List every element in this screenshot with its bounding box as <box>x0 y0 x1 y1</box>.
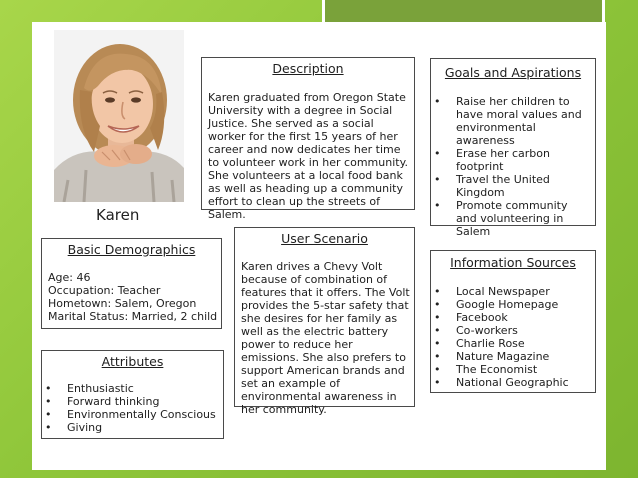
goals-list <box>431 95 595 238</box>
attributes-list <box>42 382 223 434</box>
persona-name: Karen <box>96 206 140 224</box>
goals-title: Goals and Aspirations <box>444 65 582 80</box>
source-item: • Co-workers <box>431 324 595 337</box>
demographics-box <box>41 238 222 329</box>
scenario-box <box>234 227 415 416</box>
source-item: • Google Homepage <box>431 298 595 311</box>
demographic-occupation: Occupation: Teacher <box>48 284 161 297</box>
goals-box <box>430 58 596 238</box>
demographic-hometown: Hometown: Salem, Oregon <box>48 297 197 310</box>
description-box <box>201 57 415 221</box>
sources-list <box>431 285 595 389</box>
demographic-age: Age: 46 <box>48 271 91 284</box>
sources-title: Information Sources <box>450 255 576 270</box>
demographics-title: Basic Demographics <box>67 242 196 257</box>
scenario-title: User Scenario <box>281 231 368 246</box>
description-title: Description <box>272 61 344 76</box>
attribute-item: • Environmentally Conscious <box>42 408 223 421</box>
demographic-marital-status: Marital Status: Married, 2 child <box>48 310 218 323</box>
source-item: • The Economist <box>431 363 595 376</box>
source-item: • National Geographic <box>431 376 595 389</box>
goal-item: • Erase her carbon footprint <box>431 147 591 173</box>
source-item: • Nature Magazine <box>431 350 595 363</box>
attribute-item: • Forward thinking <box>42 395 223 408</box>
description-text: Karen graduated from Oregon State University with a degree in Social Justice. She served as a social worker for the first 15 years of her career and now dedicates her time to volunteer work in her community. She volunteers at a local food bank as well as heading up a community effort to clean up the streets of Salem. <box>208 91 409 221</box>
attributes-title: Attributes <box>101 354 164 369</box>
persona-photo <box>54 30 184 202</box>
demographics-lines <box>42 256 221 323</box>
scenario-text: Karen drives a Chevy Volt because of combination of features that it offers. The Volt provides the 5-star safety that she desires for her family as well as the electric battery power to reduce her emissions. She also prefers to support American brands and set an example of environmental awareness in her community. <box>241 260 410 416</box>
persona-portrait-image <box>54 30 184 202</box>
attributes-box <box>41 350 224 439</box>
attribute-item: • Giving <box>42 421 223 434</box>
source-item: • Facebook <box>431 311 595 324</box>
goal-item: • Travel the United Kingdom <box>431 173 591 199</box>
source-item: • Charlie Rose <box>431 337 595 350</box>
attribute-item: • Enthusiastic <box>42 382 223 395</box>
source-item: • Local Newspaper <box>431 285 595 298</box>
goal-item: • Raise her children to have moral values and environmental awareness <box>431 95 591 147</box>
goal-item: • Promote community and volunteering in Salem <box>431 199 591 238</box>
sources-box <box>430 250 596 393</box>
